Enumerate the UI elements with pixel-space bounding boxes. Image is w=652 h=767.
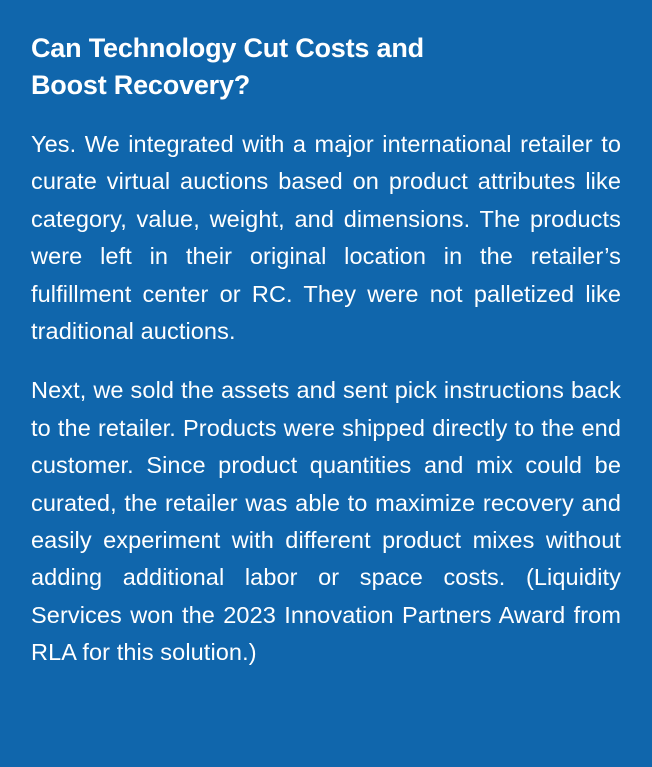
paragraph-details: Next, we sold the assets and sent pick instructions back to the retailer. Products were shipped directly to the end customer. Since product quantities and mix could be curated, the retailer was able to maximize recovery and easily experiment with different product mixes without adding additional labor or space costs. (Liquidity Services won the 2023 Innovation Partners Award from RLA for this solution.) [31, 377, 621, 666]
card-title: Can Technology Cut Costs and Boost Recovery? [31, 33, 424, 100]
paragraph-intro: Yes. We integrated with a major international retailer to curate virtual auctions based on product attributes like category, value, weight, and dimensions. The products were left in their original location in the retailer’s fulfillment center or RC. They were not palletized like traditional auctions. [31, 131, 621, 345]
